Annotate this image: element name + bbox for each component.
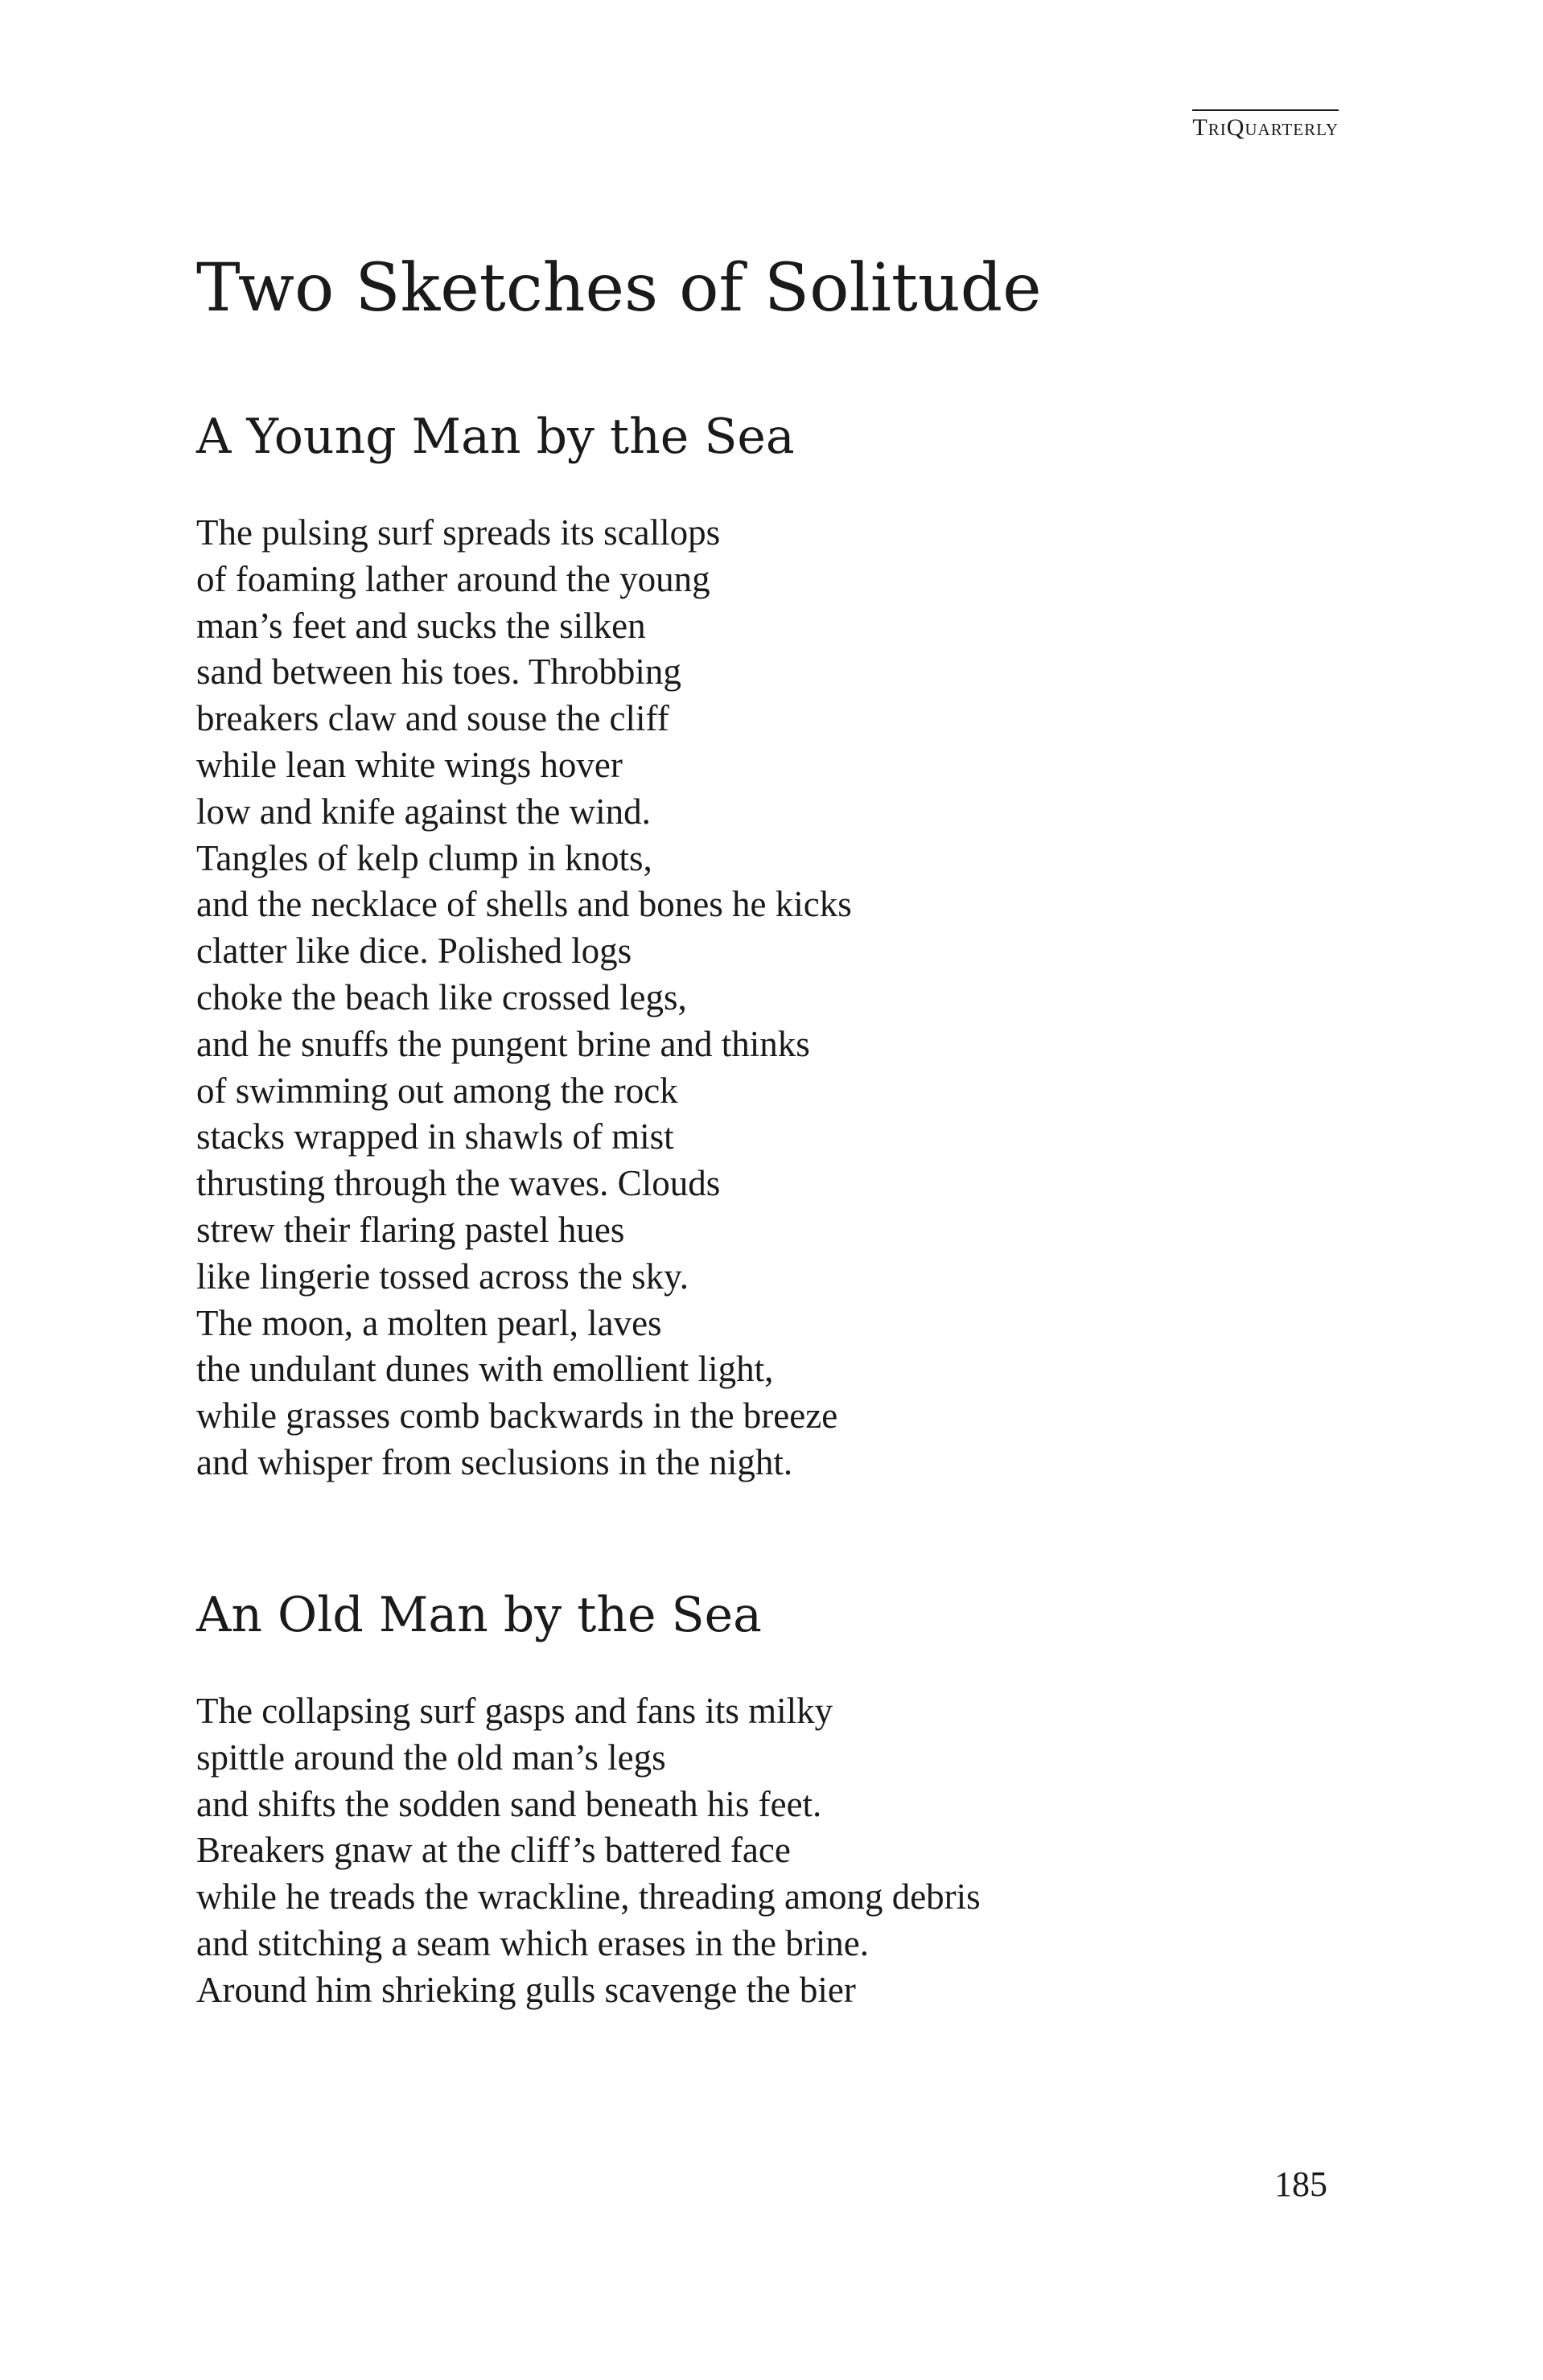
- poem-line: man’s feet and sucks the silken: [196, 605, 646, 646]
- poem-line: The pulsing surf spreads its scallops: [196, 512, 721, 553]
- poem-line: sand between his toes. Throbbing: [196, 652, 681, 693]
- poem-line: stacks wrapped in shawls of mist: [196, 1116, 674, 1157]
- poem-title-old-man: An Old Man by the Sea: [196, 1587, 762, 1643]
- poem-line: while grasses comb backwards in the breeze: [196, 1396, 838, 1437]
- poem-line: and shifts the sodden sand beneath his feet.: [196, 1783, 822, 1824]
- poem-line: and he snuffs the pungent brine and thinks: [196, 1023, 810, 1064]
- poem-line: low and knife against the wind.: [196, 791, 651, 832]
- poem-line: thrusting through the waves. Clouds: [196, 1163, 721, 1204]
- poem-line: of foaming lather around the young: [196, 558, 710, 599]
- poem-line: spittle around the old man’s legs: [196, 1737, 666, 1778]
- poem-line: clatter like dice. Polished logs: [196, 931, 632, 972]
- poem-line: like lingerie tossed across the sky.: [196, 1256, 689, 1297]
- poem-line: while he treads the wrackline, threading among debris: [196, 1876, 981, 1918]
- poem-body-old-man: [196, 1688, 981, 2014]
- poem-line: Tangles of kelp clump in knots,: [196, 837, 652, 878]
- poem-line: strew their flaring pastel hues: [196, 1209, 625, 1250]
- poem-line: Breakers gnaw at the cliff’s battered face: [196, 1830, 791, 1871]
- poem-line: and whisper from seclusions in the night.: [196, 1441, 793, 1482]
- poem-line: The moon, a molten pearl, laves: [196, 1302, 662, 1343]
- poem-line: and stitching a seam which erases in the brine.: [196, 1922, 869, 1963]
- poem-line: Around him shrieking gulls scavenge the bier: [196, 1969, 856, 2010]
- page-number: 185: [1274, 2164, 1327, 2204]
- page-title: Two Sketches of Solitude: [196, 250, 1042, 327]
- poem-body-young-man: [196, 510, 852, 1486]
- poem-line: while lean white wings hover: [196, 744, 623, 785]
- poem-line: and the necklace of shells and bones he kicks: [196, 884, 852, 925]
- running-head: TriQuarterly: [1192, 109, 1339, 141]
- poem-title-young-man: A Young Man by the Sea: [196, 409, 795, 465]
- poem-line: The collapsing surf gasps and fans its milky: [196, 1691, 833, 1731]
- poem-line: of swimming out among the rock: [196, 1070, 678, 1111]
- poem-line: choke the beach like crossed legs,: [196, 976, 687, 1017]
- poem-line: the undulant dunes with emollient light,: [196, 1349, 774, 1390]
- poem-line: breakers claw and souse the cliff: [196, 698, 669, 739]
